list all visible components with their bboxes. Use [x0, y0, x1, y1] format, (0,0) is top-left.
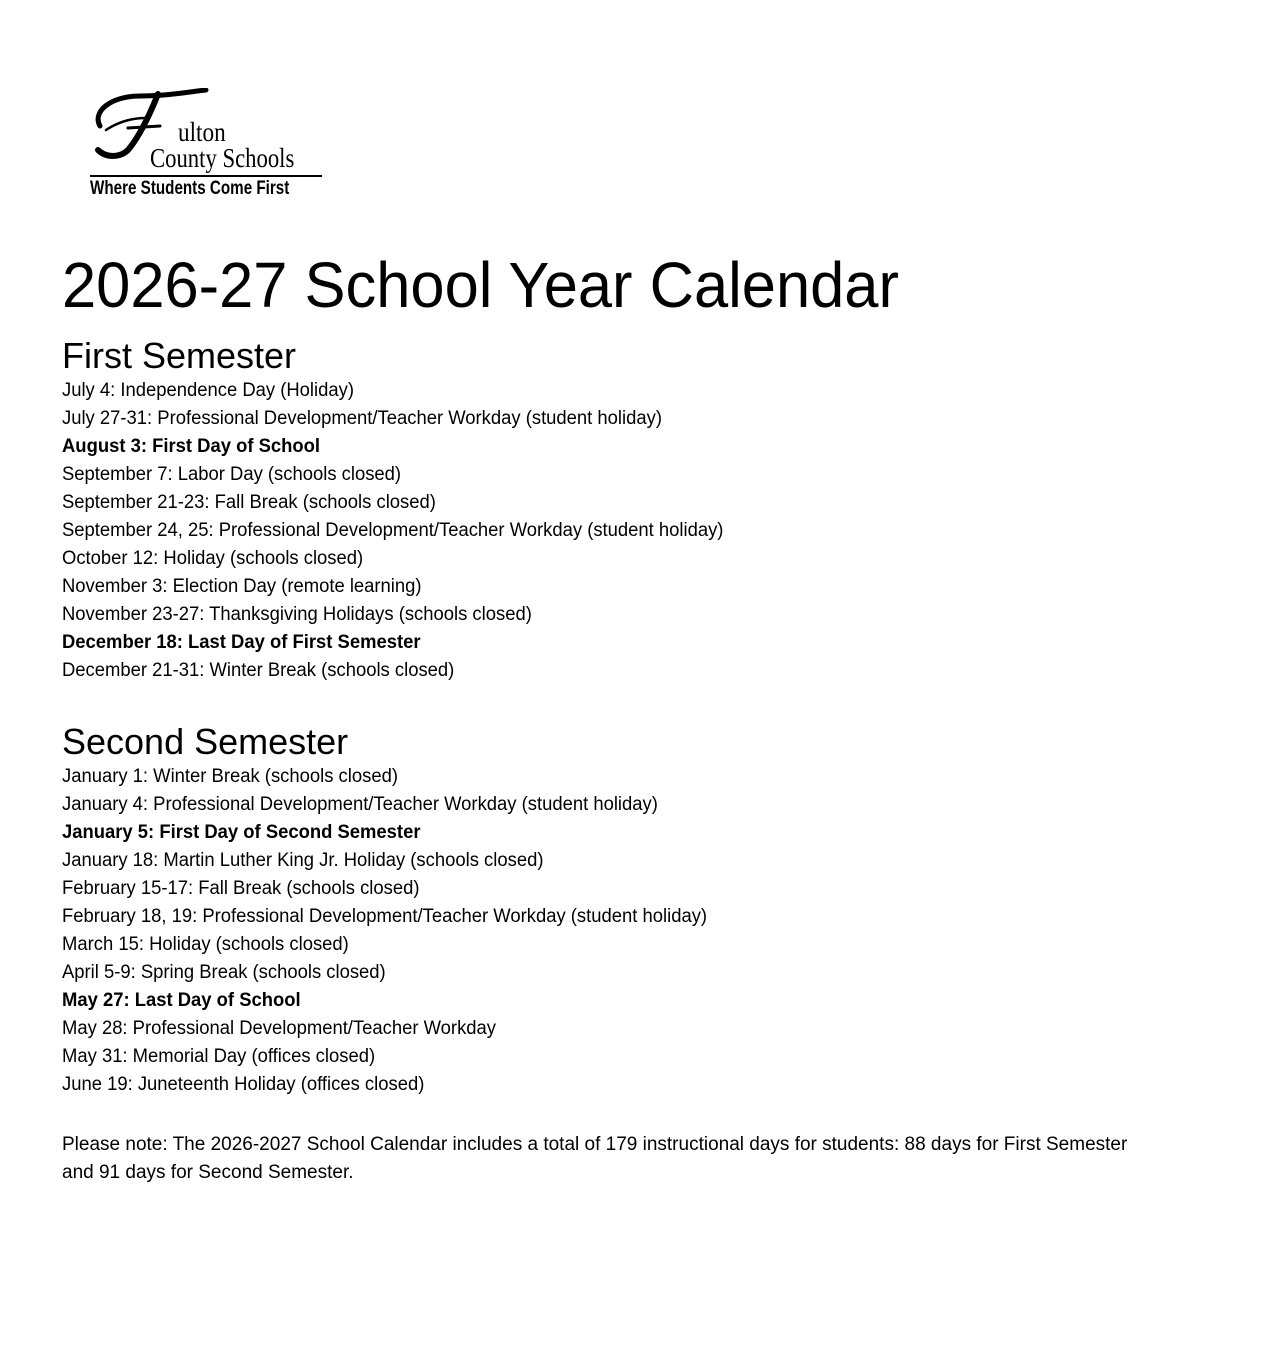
calendar-list-item: August 3: First Day of School	[62, 436, 321, 457]
calendar-list-item: January 5: First Day of Second Semester	[62, 822, 421, 843]
calendar-list-item: May 28: Professional Development/Teacher Workday	[62, 1018, 496, 1039]
calendar-list-item: September 7: Labor Day (schools closed)	[62, 464, 402, 485]
second-semester-section	[62, 721, 1222, 1099]
first-semester-section	[62, 335, 1222, 685]
calendar-list-item: May 31: Memorial Day (offices closed)	[62, 1046, 376, 1067]
calendar-list-item: May 27: Last Day of School	[62, 990, 301, 1011]
instructional-days-note: Please note: The 2026-2027 School Calendar includes a total of 179 instructional days for students: 88 days for First Semester and 91 days for Second Semester.	[62, 1134, 1128, 1183]
page-title: 2026-27 School Year Calendar	[62, 249, 899, 321]
first-semester-list	[62, 377, 1222, 685]
logo-tagline: Where Students Come First	[90, 178, 290, 199]
calendar-list-item: September 24, 25: Professional Development/Teacher Workday (student holiday)	[62, 520, 724, 541]
second-semester-list	[62, 763, 1222, 1099]
calendar-list-item: February 18, 19: Professional Development/Teacher Workday (student holiday)	[62, 906, 708, 927]
calendar-list-item: January 1: Winter Break (schools closed)	[62, 766, 398, 787]
calendar-list-item: December 21-31: Winter Break (schools closed)	[62, 660, 455, 681]
calendar-list-item: September 21-23: Fall Break (schools closed)	[62, 492, 436, 513]
logo-text-line2: County Schools	[150, 143, 295, 173]
calendar-list-item: June 19: Juneteenth Holiday (offices closed)	[62, 1074, 425, 1095]
calendar-list-item: January 4: Professional Development/Teacher Workday (student holiday)	[62, 794, 658, 815]
fulton-county-schools-logo	[88, 88, 328, 206]
logo-text-line1: ulton	[178, 117, 226, 147]
calendar-list-item: November 3: Election Day (remote learning)	[62, 576, 422, 597]
calendar-list-item: February 15-17: Fall Break (schools closed)	[62, 878, 420, 899]
second-semester-heading: Second Semester	[62, 721, 349, 762]
calendar-list-item: November 23-27: Thanksgiving Holidays (schools closed)	[62, 604, 532, 625]
calendar-list-item: March 15: Holiday (schools closed)	[62, 934, 349, 955]
calendar-list-item: July 4: Independence Day (Holiday)	[62, 380, 354, 401]
calendar-list-item: January 18: Martin Luther King Jr. Holiday (schools closed)	[62, 850, 544, 871]
first-semester-heading: First Semester	[62, 335, 297, 376]
calendar-list-item: April 5-9: Spring Break (schools closed)	[62, 962, 386, 983]
calendar-list-item: July 27-31: Professional Development/Teacher Workday (student holiday)	[62, 408, 662, 429]
calendar-list-item: December 18: Last Day of First Semester	[62, 632, 421, 653]
calendar-list-item: October 12: Holiday (schools closed)	[62, 548, 364, 569]
